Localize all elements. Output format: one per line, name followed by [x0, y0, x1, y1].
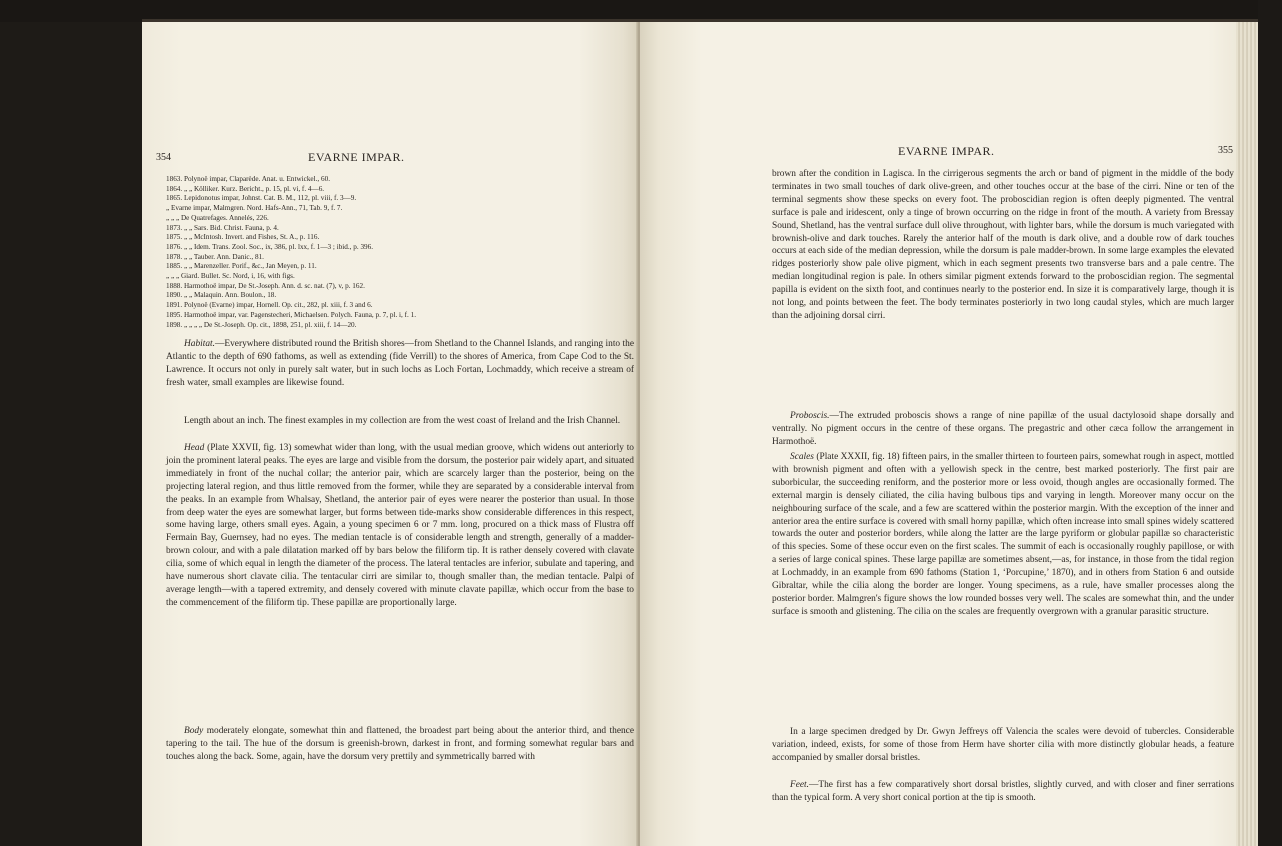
right-page	[640, 22, 1258, 846]
paragraph-body	[166, 725, 634, 764]
reference-line: „ „ „ Giard. Bullet. Sc. Nord, i, 16, with figs.	[166, 272, 295, 281]
paragraph-scales	[772, 451, 1234, 619]
reference-line: 1898. „ „ „ „ De St.-Joseph. Op. cit., 1898, 251, pl. xiii, f. 14—20.	[166, 320, 357, 329]
paragraph-continued	[772, 168, 1234, 323]
paragraph-text: Length about an inch. The finest examples in my collection are from the west coast of Ireland and the Irish Channel.	[184, 416, 621, 426]
paragraph-text: (Plate XXXII, fig. 18) fifteen pairs, in the smaller thirteen to fourteen pairs, somewhat rough in aspect, mottled with brownish pigment and often with a yellowish speck in the centre, best marked posteriorly. The first pair are suborbicular, the succeeding reniform, and the posterior more or less ovoid, though angles are occasionally formed. The external margin is densely ciliated, the cilia having bulbous tips and varying in length. Moreover many occur on the neighbouring surface of the scale, and a few are scattered within the posterior margin. With the exception of the inner and anterior area the entire surface is covered with small horny papillæ, which often increase into small spines widely scattered towards the outer and posterior borders, while along the latter are the large pyriform or globular papillæ so characteristic of this species. Some of these occur even on the first scales. The summit of each is occasionally roughly papillose, or with a series of large conical spines. These large papillæ are sometimes absent,—as, for instance, in those from the tidal region at Lochmaddy, in an example from 690 fathoms (Station 1, ‘Porcupine,’ 1870), and in others from Station 6 and outside Gibraltar, while the cilia along the border are longer. Young specimens, as a rule, have smaller processes along the posterior border. Malmgren's figure shows the low rounded bosses very well. The scales are somewhat thin, and the under surface is smooth and glistening. The cilia on the scales are frequently overgrown with a granular parasitic structure.	[772, 452, 1234, 617]
paragraph-head	[166, 442, 634, 610]
paragraph-text: —The extruded proboscis shows a range of nine papillæ of the usual dactyloзoid shape dorsally and ventrally. No pigment occurs in the centre of these organs. The pregastric and other cæca follow the arrangement in Harmothoë.	[772, 411, 1234, 447]
reference-line: 1863. Polynoë impar, Claparède. Anat. u. Entwickel., 60.	[166, 175, 330, 183]
paragraph-text: moderately elongate, somewhat thin and flattened, the broadest part being about the anterior third, and thence tapering to the tail. The hue of the dorsum is greenish-brown, darkest in front, and forming somewhat regular bars and touches along the back. Some, again, have the dorsum very prettily and symmetrically barred with	[166, 726, 634, 762]
paragraph-text: (Plate XXVII, fig. 13) somewhat wider than long, with the usual median groove, which widens out anteriorly to join the prominent lateral peaks. The eyes are large and visible from the dorsum, the posterior pair widely apart, and situated immediately in front of the nuchal collar; the anterior pair, which are scarcely larger than the posterior, being on the projecting lateral region, and thus little removed from the former, while they are separated by a considerable interval from the peaks. In an example from Whalsay, Shetland, the anterior pair of eyes were nearer the posterior than usual. In those from deep water the eyes are somewhat larger, but forms between tide-marks show considerable differences in this respect, some having large, others small eyes. Again, a young specimen 6 or 7 mm. long, procured on a thick mass of Flustra off Fermain Bay, Guernsey, had no eyes. The median tentacle is of considerable length and strength, generally of a madder-brown colour, and with a pale dilatation marked off by bars below the filiform tip. It is rather densely covered with clavate cilia, some of which equal in length the diameter of the process. The lateral tentacles are inferior, subulate and tapering, and have numerous short clavate cilia. The tentacular cirri are similar to, though smaller than, the median tentacle. Palpi of average length—with a tapered extremity, and densely covered with minute clavate papillæ, which occur from the base to the commencement of the filiform tip. These papillæ are proportionally large.	[166, 443, 634, 608]
paragraph-habitat	[166, 338, 634, 390]
reference-line: 1888. Harmothoë impar, De St.-Joseph. Ann. d. sc. nat. (7), v, p. 162.	[166, 281, 365, 290]
reference-line: 1873. „ „ Sars. Bid. Christ. Fauna, p. 4.	[166, 223, 279, 232]
paragraph-text: —The first has a few comparatively short dorsal bristles, slightly curved, and with closer and finer serrations than the typical form. A very short conical portion at the tip is smooth.	[772, 780, 1234, 803]
paragraph-label: Proboscis.	[790, 411, 830, 421]
reference-line: 1890. „ „ Malaquin. Ann. Boulon., 18.	[166, 291, 277, 300]
left-page	[142, 22, 638, 846]
page-number-right: 355	[1218, 145, 1233, 156]
reference-line: 1895. Harmothoë impar, var. Pagenstecheri, Michaelsen. Polych. Fauna, p. 7, pl. i, f. 1.	[166, 310, 417, 319]
paragraph-label: Feet.	[790, 780, 809, 790]
reference-line: 1865. Lepidonotus impar, Johnst. Cat. B. M., 112, pl. viii, f. 3—9.	[166, 194, 357, 203]
paragraph-label: Scales	[790, 452, 814, 462]
page-edges	[1236, 22, 1258, 846]
reference-line: „ „ „ De Quatrefages. Annelés, 226.	[166, 213, 269, 222]
reference-line: 1876. „ „ Idem. Trans. Zool. Soc., ix, 386, pl. lxx, f. 1—3 ; ibid., p. 396.	[166, 242, 374, 251]
reference-line: 1885. „ „ Marenzeller. Porif., &c., Jan Meyen, p. 11.	[166, 262, 317, 271]
paragraph-label: Head	[184, 443, 205, 453]
reference-line: 1875. „ „ McIntosh. Invert. and Fishes, St. A., p. 116.	[166, 233, 320, 242]
running-header-left: EVARNE IMPAR.	[308, 150, 405, 164]
paragraph-label: Body	[184, 726, 204, 736]
paragraph-text: In a large specimen dredged by Dr. Gwyn Jeffreys off Valencia the scales were devoid of tubercles. Considerable variation, indeed, exists, for some of those from Herm have shorter cilia with more distinctly globular heads, a feature accompanied by smaller dorsal bristles.	[772, 727, 1234, 763]
paragraph-text: brown after the condition in Lagisca. In the cirrigerous segments the arch or band of pigment in the middle of the body terminates in two small touches of dark olive-green, and other touches occur at the base of the cirri. Nine or ten of the terminal segments show these specks on every foot. The proboscidian region is often deeply pigmented. The ventral surface is pale and iridescent, only a tinge of brown occurring on the ridge in front of the mouth. A variety from Bressay Sound, Shetland, has the ventral surface dull olive throughout, with lighter bars, while the dorsum is much variegated with brownish-olive and dark touches. Rarely the anterior half of the mouth is dark olive, and a double row of dark touches occurs at each side of the median depression, while the dorsum is pale madder-brown. In some large examples the elevated ridges posteriorly show pale olive pigment, which in each segment presents two transverse bars and a pale centre. The median longitudinal region is pale. In others similar pigment extends forward to the proboscidian region. The segmental papilla is evident on the sixth foot, and continues nearly to the posterior end. In size it is comparatively large, though it is not long, and points between the feet. The body terminates posteriorly in two long caudal styles, which are much larger than the adjoining dorsal cirri.	[772, 169, 1234, 321]
page-number-left: 354	[156, 152, 171, 163]
running-header-right: EVARNE IMPAR.	[898, 144, 995, 158]
paragraph-label: Habitat.	[184, 339, 215, 349]
paragraph-valencia	[772, 726, 1234, 765]
paragraph-feet	[772, 779, 1234, 805]
paragraph-proboscis	[772, 410, 1234, 449]
paragraph-text: —Everywhere distributed round the British shores—from Shetland to the Channel Islands, and ranging into the Atlantic to the depth of 690 fathoms, as well as extending (fide Verrill) to the shores of America, from Cape Cod to the St. Lawrence. It occurs not only in purely salt water, but in such lochs as Loch Fortan, Lochmaddy, which receive a stream of fresh water, small examples are likewise found.	[166, 339, 634, 388]
right-cover	[1258, 0, 1282, 846]
paragraph-length	[166, 415, 634, 428]
reference-line: „ Evarne impar, Malmgren. Nord. Hafs-Ann., 71, Tab. 9, f. 7.	[166, 204, 343, 213]
left-cover	[0, 22, 142, 846]
reference-line: 1864. „ „ Kölliker. Kurz. Bericht., p. 15, pl. vi, f. 4—6.	[166, 184, 325, 193]
synonymy-list	[166, 175, 632, 330]
reference-line: 1891. Polynoë (Evarne) impar, Hornell. Op. cit., 282, pl. xiii, f. 3 and 6.	[166, 301, 373, 310]
reference-line: 1878. „ „ Tauber. Ann. Danic., 81.	[166, 252, 264, 261]
